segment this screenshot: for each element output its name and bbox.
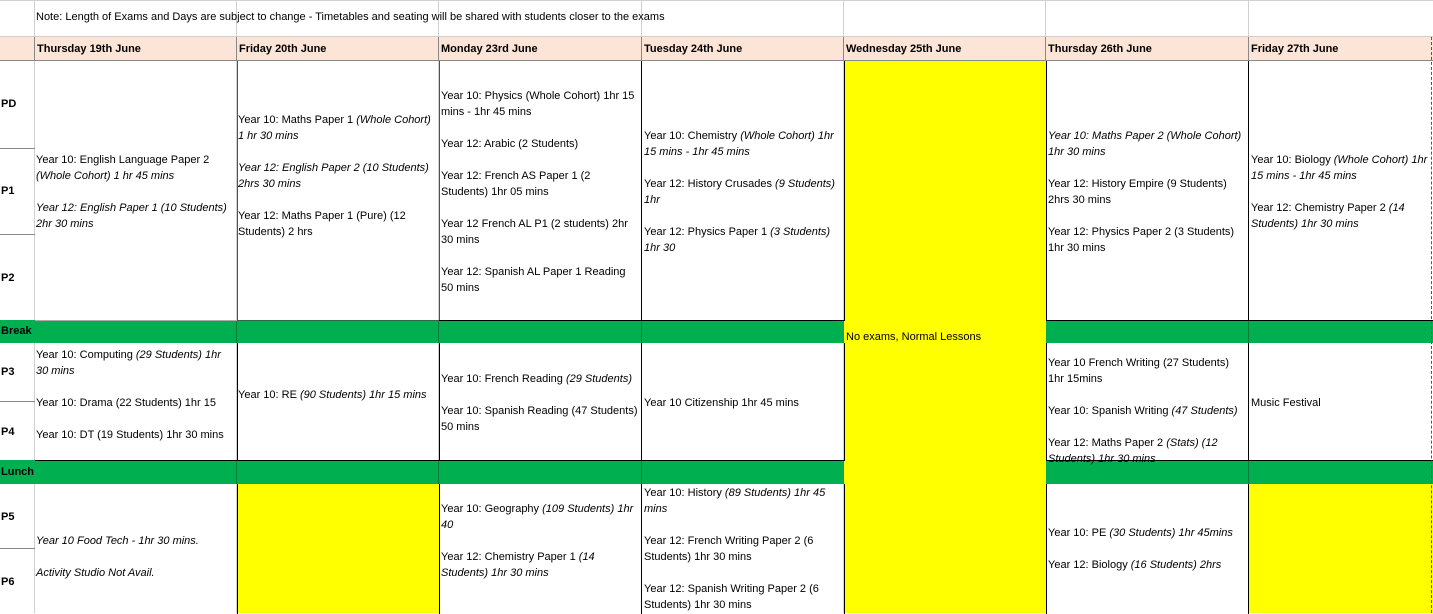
exam-entry: [441, 403, 638, 435]
fri20-afternoon-blocked[interactable]: [237, 484, 439, 613]
cell-thu26-morning[interactable]: [1047, 128, 1245, 256]
exam-entry-detail: Activity Studio Not Avail.: [36, 567, 155, 579]
fri27-afternoon-blocked[interactable]: [1249, 484, 1433, 613]
exam-entry-detail: (109 Students) 1hr 40: [441, 503, 634, 531]
exam-entry-detail: (14 Students) 1hr 30 mins: [1251, 202, 1405, 230]
exam-entry-text: Year 10: RE: [238, 389, 300, 401]
exam-entry: [441, 168, 638, 200]
cell-tue24-morning[interactable]: [643, 128, 841, 256]
exam-entry-text: Year 12: Maths Paper 2: [1048, 437, 1167, 449]
exam-entry-text: Year 12: Arabic (2 Students): [441, 138, 579, 150]
exam-entry: [36, 152, 235, 184]
cell-thu19-midday[interactable]: [35, 347, 235, 459]
exam-entry-detail: (14 Students) 1hr 30 mins: [441, 551, 595, 579]
exam-entry: [644, 224, 841, 256]
cell-thu19-afternoon[interactable]: [35, 533, 235, 581]
exam-entry: [1048, 403, 1245, 419]
exam-entry-text: Year 12: Maths Paper 1 (Pure) (12 Students) 2 hrs: [238, 210, 406, 238]
cell-thu26-midday[interactable]: [1047, 355, 1245, 467]
gridline: [438, 460, 439, 484]
exam-entry-text: Year 12: History Empire (9 Students) 2hrs 30 mins: [1048, 178, 1227, 206]
exam-entry-text: Year 10: Maths Paper 1: [238, 114, 357, 126]
exam-entry-detail: (89 Students) 1hr 45 mins: [644, 487, 826, 515]
exam-entry: [238, 387, 437, 403]
exam-entry: [441, 264, 638, 296]
gridline: [641, 460, 642, 484]
cell-fri27-morning[interactable]: [1250, 152, 1430, 232]
exam-entry-text: Year 10: Spanish Reading (47 Students) 50 mins: [441, 405, 638, 433]
exam-entry-detail: (29 Students) 1hr 30 mins: [36, 349, 221, 377]
exam-entry-detail: (Stats) (12 Students) 1hr 30 mins: [1048, 437, 1218, 465]
exam-entry: [1048, 525, 1245, 541]
gridline: [0, 234, 35, 235]
gridline: [1248, 320, 1249, 343]
exam-entry-detail: (47 Students): [1171, 405, 1238, 417]
gridline: [0, 548, 35, 549]
day-header-wed25[interactable]: Wednesday 25th June: [844, 37, 1046, 61]
cell-mon23-morning[interactable]: [440, 88, 638, 296]
exam-entry-text: Year 10: Geography: [441, 503, 543, 515]
schedule-note: Note: Length of Exams and Days are subject to change - Timetables and seating will be shared with students closer to the exams: [36, 11, 665, 23]
page-break-line: [1431, 37, 1432, 613]
exam-entry: [36, 395, 235, 411]
period-label-p1: P1: [1, 185, 15, 197]
cell-tue24-afternoon[interactable]: [643, 485, 841, 613]
cell-thu19-morning[interactable]: [35, 152, 235, 232]
exam-entry-text: Year 12: Spanish Writing Paper 2 (6 Students) 1hr 30 mins: [644, 583, 819, 611]
exam-entry-text: Music Festival: [1251, 397, 1321, 409]
period-label-break: Break: [1, 325, 32, 337]
exam-entry: [441, 88, 638, 120]
exam-entry-detail: (Whole Cohort) 1hr 15 mins - 1hr 45 mins: [1251, 154, 1428, 182]
exam-entry-text: Year 10: Chemistry: [644, 130, 741, 142]
exam-entry: [644, 128, 841, 160]
cell-fri27-midday[interactable]: [1250, 395, 1430, 411]
exam-entry: [441, 501, 638, 533]
cell-fri20-midday[interactable]: [237, 387, 437, 403]
exam-entry-text: Year 10: French Reading: [441, 373, 566, 385]
exam-entry: [36, 347, 235, 379]
gridline: [1248, 460, 1249, 484]
cell-mon23-midday[interactable]: [440, 371, 638, 435]
exam-entry: [1251, 395, 1430, 411]
break-band: [0, 320, 844, 343]
gridline: [438, 320, 439, 343]
day-header-thu19[interactable]: Thursday 19th June: [35, 37, 237, 61]
exam-entry: [644, 485, 841, 517]
exam-entry-text: Year 10: PE: [1048, 527, 1110, 539]
exam-entry-detail: Year 10 Food Tech - 1hr 30 mins.: [36, 535, 199, 547]
exam-entry-text: Year 12: Physics Paper 2 (3 Students) 1hr 30 mins: [1048, 226, 1235, 254]
period-label-p3: P3: [1, 366, 15, 378]
exam-entry: [441, 216, 638, 248]
exam-entry-detail: Year 12: English Paper 1 (10 Students) 2hr 30 mins: [36, 202, 227, 230]
exam-entry-detail: Year 12: English Paper 2 (10 Students) 2hrs 30 mins: [238, 162, 429, 190]
day-header-fri27[interactable]: Friday 27th June: [1249, 37, 1433, 61]
day-header-thu26[interactable]: Thursday 26th June: [1046, 37, 1249, 61]
exam-entry: [1048, 128, 1245, 160]
exam-entry-text: Year 10 Citizenship 1hr 45 mins: [644, 397, 799, 409]
exam-entry-detail: (16 Students) 2hrs: [1130, 559, 1222, 571]
exam-entry-text: Year 10: Computing: [36, 349, 136, 361]
exam-entry-detail: (Whole Cohort) 1 hr 30 mins: [238, 114, 431, 142]
cell-tue24-midday[interactable]: [643, 395, 841, 411]
exam-entry: [1251, 152, 1430, 184]
exam-entry-detail: (30 Students) 1hr 45mins: [1109, 527, 1233, 539]
gridline: [0, 148, 35, 149]
exam-entry: [441, 371, 638, 387]
gridline: [236, 460, 237, 484]
exam-entry: [1048, 355, 1245, 387]
day-header-mon23[interactable]: Monday 23rd June: [439, 37, 642, 61]
lunch-band: [0, 460, 844, 484]
exam-entry-text: Year 12 French AL P1 (2 students) 2hr 30 mins: [441, 218, 628, 246]
exam-entry-detail: (Whole Cohort) 1hr 15 mins - 1hr 45 mins: [644, 130, 834, 158]
exam-entry-text: Year 10: Physics (Whole Cohort) 1hr 15 mins - 1hr 45 mins: [441, 90, 635, 118]
exam-entry: [36, 427, 235, 443]
exam-entry: [238, 160, 437, 192]
exam-entry-text: Year 12: French AS Paper 1 (2 Students) 1hr 05 mins: [441, 170, 591, 198]
cell-thu26-afternoon[interactable]: [1047, 525, 1245, 573]
exam-entry: [441, 136, 638, 152]
period-label-p4: P4: [1, 426, 15, 438]
gridline: [0, 401, 35, 402]
exam-entry: [36, 533, 235, 549]
exam-entry-text: Year 10: History: [644, 487, 725, 499]
exam-entry: [644, 176, 841, 208]
gridline: [641, 320, 642, 343]
exam-entry-text: Year 10: Spanish Writing: [1048, 405, 1172, 417]
exam-entry: [1048, 435, 1245, 467]
period-label-p6: P6: [1, 576, 15, 588]
exam-entry-text: Year 12: History Crusades: [644, 178, 776, 190]
exam-entry-detail: Year 10: Maths Paper 2 (Whole Cohort) 1hr 30 mins: [1048, 130, 1242, 158]
break-band-right: [1046, 320, 1433, 343]
period-label-pd: PD: [1, 98, 17, 110]
exam-entry-text: Year 12: Chemistry Paper 2: [1251, 202, 1389, 214]
cell-mon23-afternoon[interactable]: [440, 501, 638, 581]
exam-entry: [1048, 176, 1245, 208]
exam-entry: [441, 549, 638, 581]
exam-entry: [238, 112, 437, 144]
header-corner-cell[interactable]: [0, 37, 35, 61]
exam-entry-detail: (29 Students): [565, 373, 632, 385]
exam-entry-text: Year 10: Biology: [1251, 154, 1334, 166]
exam-entry-detail: (3 Students) 1hr 30: [644, 226, 831, 254]
exam-entry-text: Year 12: French Writing Paper 2 (6 Students) 1hr 30 mins: [644, 535, 814, 563]
exam-entry: [1048, 224, 1245, 256]
gridline: [236, 320, 237, 343]
gridline: [0, 0, 1433, 1]
exam-entry-text: Year 12: Spanish AL Paper 1 Reading 50 mins: [441, 266, 626, 294]
cell-fri20-morning[interactable]: [237, 112, 437, 240]
exam-entry-text: Year 10: Drama (22 Students) 1hr 15: [36, 397, 216, 409]
exam-entry: [36, 565, 235, 581]
exam-entry: [644, 533, 841, 565]
exam-entry: [644, 395, 841, 411]
exam-entry-detail: (90 Students) 1hr 15 mins: [299, 389, 427, 401]
period-label-lunch: Lunch: [1, 466, 34, 478]
exam-entry-text: Year 12: Physics Paper 1: [644, 226, 771, 238]
exam-entry-detail: (9 Students) 1hr: [644, 178, 835, 206]
period-label-p5: P5: [1, 511, 15, 523]
wednesday-note: No exams, Normal Lessons: [846, 331, 982, 343]
exam-entry-text: Year 12: Biology: [1048, 559, 1131, 571]
day-header-fri20[interactable]: Friday 20th June: [237, 37, 439, 61]
exam-entry: [238, 208, 437, 240]
period-label-p2: P2: [1, 272, 15, 284]
exam-entry: [36, 200, 235, 232]
exam-entry: [1048, 557, 1245, 573]
exam-entry-text: Year 10: DT (19 Students) 1hr 30 mins: [36, 429, 224, 441]
exam-entry-text: Year 10 French Writing (27 Students) 1hr 15mins: [1048, 357, 1229, 385]
day-header-tue24[interactable]: Tuesday 24th June: [642, 37, 844, 61]
exam-entry: [1251, 200, 1430, 232]
exam-entry: [644, 581, 841, 613]
exam-entry-detail: (Whole Cohort) 1 hr 45 mins: [36, 170, 175, 182]
exam-entry-text: Year 12: Chemistry Paper 1: [441, 551, 579, 563]
exam-entry-text: Year 10: English Language Paper 2: [36, 154, 210, 166]
